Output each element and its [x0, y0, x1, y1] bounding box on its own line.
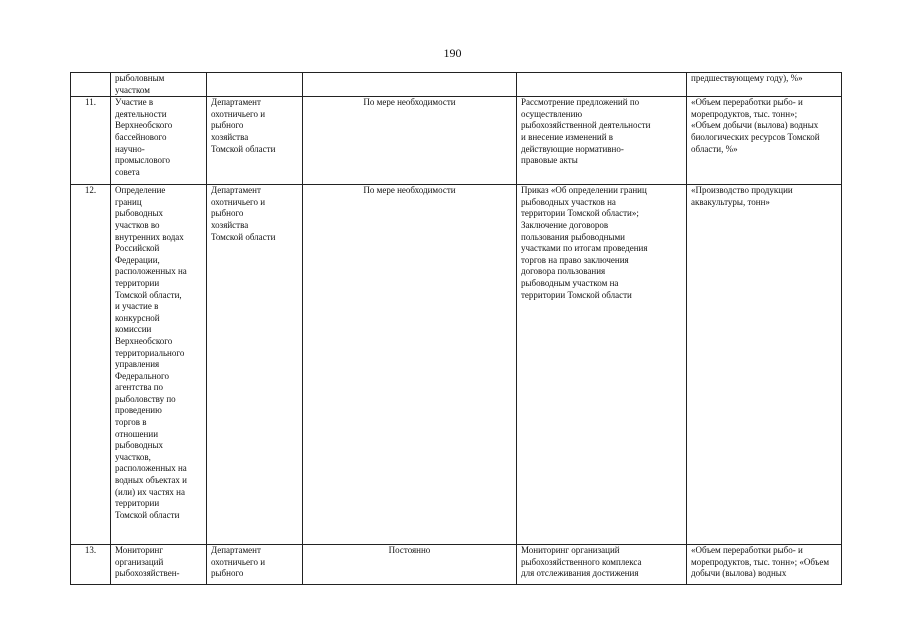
cell-line: отношении — [115, 428, 159, 439]
cell-number: 12. — [71, 185, 111, 545]
cell-result — [517, 73, 687, 97]
cell-period: По мере необходимости — [303, 97, 517, 185]
cell-line: Заключение договоров — [521, 219, 609, 230]
cell-line: рыбоводных участков на — [521, 196, 616, 207]
cell-line: рыболовным — [115, 73, 165, 83]
cell-indicator — [687, 97, 842, 185]
cell-executor — [207, 97, 303, 185]
cell-line: хозяйства — [211, 131, 249, 142]
cell-line: Верхнеобского — [115, 120, 173, 131]
cell-line: Российской — [115, 243, 160, 254]
cell-line: охотничьего и — [211, 556, 266, 567]
cell-result — [517, 185, 687, 545]
cell-line: Верхнеобского — [115, 335, 173, 346]
cell-line: рыбохозяйственного комплекса — [521, 556, 642, 567]
cell-executor — [207, 73, 303, 97]
cell-line: территории Томской области»; — [521, 208, 639, 219]
cell-executor — [207, 545, 303, 585]
cell-indicator — [687, 545, 842, 585]
cell-line: внутренних водах — [115, 231, 184, 242]
cell-measure — [111, 97, 207, 185]
cell-line: деятельности — [115, 108, 167, 119]
cell-line: Томской области, — [115, 289, 182, 300]
cell-line: «Объем переработки рыбо- и — [691, 545, 803, 556]
cell-line: Томской области — [211, 143, 276, 154]
cell-line: территориального — [115, 347, 185, 358]
cell-line: конкурсной — [115, 312, 160, 323]
cell-line: Приказ «Об определении границ — [521, 185, 647, 196]
cell-executor — [207, 185, 303, 545]
cell-line: территории Томской области — [521, 289, 632, 300]
cell-line: рыбоводным участком на — [521, 277, 619, 288]
cell-number — [71, 73, 111, 97]
cell-measure — [111, 185, 207, 545]
cell-line: добычи (вылова) водных — [691, 568, 787, 579]
cell-period: Постоянно — [303, 545, 517, 585]
cell-line: предшествующему году), %» — [691, 73, 803, 83]
cell-number: 11. — [71, 97, 111, 185]
cell-line: рыболовству по — [115, 393, 176, 404]
cell-line: комиссии — [115, 324, 152, 335]
cell-line: «Объем добычи (вылова) водных — [691, 120, 819, 131]
cell-line: территории — [115, 498, 160, 509]
cell-line: действующие нормативно- — [521, 143, 624, 154]
cell-line: бассейнового — [115, 131, 167, 142]
cell-line: проведению — [115, 405, 162, 416]
cell-line: управления — [115, 359, 160, 370]
cell-result — [517, 545, 687, 585]
cell-line: промыслового — [115, 155, 171, 166]
table-row-continued — [71, 73, 842, 97]
cell-line: договора пользования — [521, 266, 606, 277]
cell-line: рыбохозяйствен- — [115, 568, 180, 579]
cell-line: Томской области — [211, 231, 276, 242]
cell-line: области, %» — [691, 143, 738, 154]
cell-line: участков, — [115, 451, 151, 462]
cell-line: для отслеживания достижения — [521, 568, 639, 579]
cell-line: участков во — [115, 219, 160, 230]
cell-line: Федерации, — [115, 254, 160, 265]
cell-line: совета — [115, 166, 140, 177]
cell-line: участками по итогам проведения — [521, 243, 648, 254]
cell-line: морепродуктов, тыс. тонн»; «Объем — [691, 556, 830, 567]
cell-indicator — [687, 185, 842, 545]
cell-line: Департамент — [211, 545, 261, 556]
cell-line: водных объектах и — [115, 475, 187, 486]
cell-line: Участие в — [115, 97, 154, 108]
cell-line: пользования рыбоводными — [521, 231, 625, 242]
cell-line: научно- — [115, 143, 145, 154]
cell-line: «Производство продукции — [691, 185, 793, 196]
cell-line: территории — [115, 277, 160, 288]
page-number: 190 — [443, 46, 462, 60]
cell-period — [303, 73, 517, 97]
cell-line: Мониторинг — [115, 545, 164, 556]
cell-line: участком — [115, 84, 150, 95]
cell-line: Определение — [115, 185, 166, 196]
table-row — [71, 185, 842, 545]
cell-line: охотничьего и — [211, 108, 266, 119]
cell-line: расположенных на — [115, 463, 187, 474]
cell-line: осуществлению — [521, 108, 583, 119]
cell-period: По мере необходимости — [303, 185, 517, 545]
table-row — [71, 97, 842, 185]
cell-line: торгов в — [115, 417, 147, 428]
cell-indicator — [687, 73, 842, 97]
cell-line: биологических ресурсов Томской — [691, 131, 820, 142]
cell-line: Федерального — [115, 370, 170, 381]
cell-line: (или) их частях на — [115, 486, 185, 497]
cell-number: 13. — [71, 545, 111, 585]
cell-line: рыбохозяйственной деятельности — [521, 120, 651, 131]
cell-line: хозяйства — [211, 219, 249, 230]
cell-line: рыбного — [211, 208, 244, 219]
cell-line: Мониторинг организаций — [521, 545, 620, 556]
cell-line: Департамент — [211, 185, 261, 196]
cell-line: расположенных на — [115, 266, 187, 277]
cell-line: организаций — [115, 556, 164, 567]
cell-line: Томской области — [115, 509, 180, 520]
table-row — [71, 545, 842, 585]
cell-line: «Объем переработки рыбо- и — [691, 97, 803, 108]
cell-result — [517, 97, 687, 185]
cell-line: рыбного — [211, 120, 244, 131]
cell-line: и участие в — [115, 301, 159, 312]
cell-line: морепродуктов, тыс. тонн»; — [691, 108, 798, 119]
cell-line: торгов на право заключения — [521, 254, 629, 265]
cell-line: и внесение изменений в — [521, 131, 614, 142]
cell-line: границ — [115, 196, 142, 207]
cell-line: рыбного — [211, 568, 244, 579]
cell-line: рыбоводных — [115, 208, 163, 219]
cell-measure — [111, 545, 207, 585]
measures-table — [70, 72, 842, 585]
cell-line: аквакультуры, тонн» — [691, 196, 770, 207]
cell-line: рыбоводных — [115, 440, 163, 451]
cell-line: охотничьего и — [211, 196, 266, 207]
cell-line: правовые акты — [521, 155, 578, 166]
cell-line: Рассмотрение предложений по — [521, 97, 640, 108]
cell-line: Департамент — [211, 97, 261, 108]
cell-measure — [111, 73, 207, 97]
cell-line: агентства по — [115, 382, 164, 393]
